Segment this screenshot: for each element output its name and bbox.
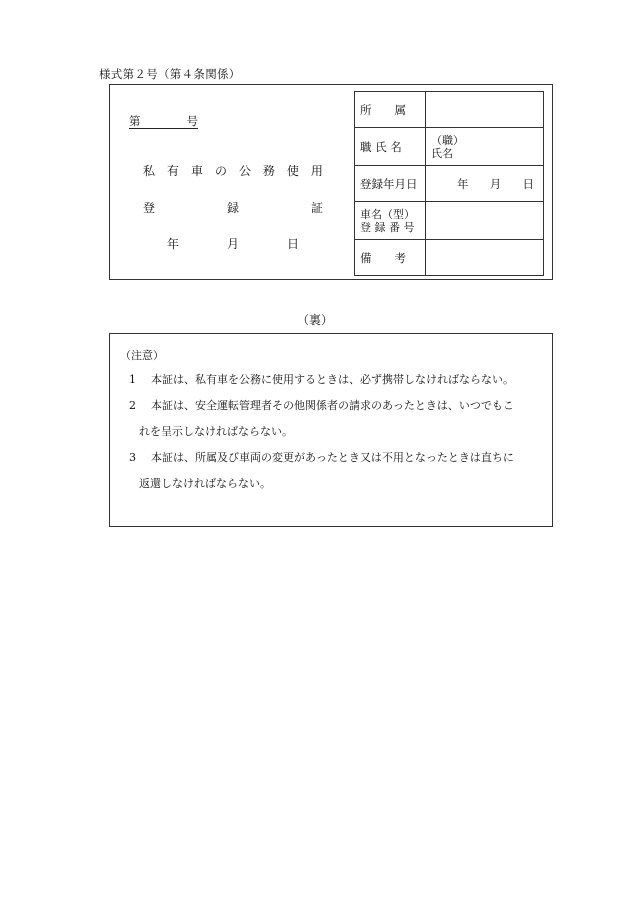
reg-day: 日 <box>522 176 534 191</box>
registration-certificate-back <box>109 333 553 527</box>
note-number: 1 <box>129 373 136 386</box>
remarks-label: 備 考 <box>355 240 426 276</box>
note-number: 3 <box>129 451 136 464</box>
position-hint: （職） <box>431 133 464 147</box>
name-value[interactable] <box>426 128 544 166</box>
certificate-number-field <box>129 113 198 129</box>
title-char: 録 <box>226 201 239 215</box>
note-text: 本証は、安全運転管理者その他関係者の請求のあったときは、いつでもこ <box>151 399 514 412</box>
reg-month: 月 <box>489 176 502 191</box>
note-text: 本証は、所属及び車両の変更があったとき又は不用となったときは直ちに <box>151 451 514 464</box>
notes-title: （注意） <box>120 349 164 362</box>
date-day: 日 <box>286 237 299 251</box>
form-number-label: 様式第２号（第４条関係） <box>99 67 241 81</box>
certificate-title-line-1 <box>143 162 323 179</box>
table-row <box>355 240 544 276</box>
vehicle-label <box>355 202 426 240</box>
back-side-label: （裏） <box>296 313 333 327</box>
note-item <box>129 393 549 445</box>
title-char: 公 <box>238 164 251 178</box>
title-char: 証 <box>310 201 323 215</box>
certificate-title-line-2 <box>143 199 323 216</box>
table-row <box>355 92 544 128</box>
registration-date-label: 登録年月日 <box>355 166 426 202</box>
table-row <box>355 128 544 166</box>
date-month: 月 <box>226 237 239 251</box>
note-number: 2 <box>129 399 136 412</box>
note-item <box>129 367 549 393</box>
number-suffix: 号 <box>186 114 198 128</box>
title-char: 登 <box>143 201 156 215</box>
affiliation-label: 所 属 <box>355 92 426 128</box>
issue-date-field <box>167 235 299 252</box>
title-char: 務 <box>262 164 275 178</box>
remarks-value[interactable] <box>426 240 544 276</box>
affiliation-value[interactable] <box>426 92 544 128</box>
title-char: 用 <box>310 164 323 178</box>
vehicle-model-label: 車名（型） <box>360 207 415 221</box>
registration-info-table <box>354 91 544 276</box>
title-char: 車 <box>190 164 203 178</box>
note-text-continued: れを呈示しなければならない。 <box>139 425 293 438</box>
registration-date-value[interactable] <box>426 166 544 202</box>
table-row <box>355 202 544 240</box>
note-text-continued: 返還しなければならない。 <box>139 477 271 490</box>
vehicle-value[interactable] <box>426 202 544 240</box>
number-prefix: 第 <box>129 114 141 128</box>
note-text: 本証は、私有車を公務に使用するときは、必ず携帯しなければならない。 <box>151 373 514 386</box>
date-year: 年 <box>167 237 180 251</box>
name-label: 職 氏 名 <box>355 128 426 166</box>
title-char: 有 <box>166 164 179 178</box>
title-char: の <box>214 164 227 178</box>
table-row <box>355 166 544 202</box>
title-char: 使 <box>286 164 299 178</box>
reg-year: 年 <box>457 176 469 191</box>
name-hint: 氏名 <box>431 146 453 160</box>
registration-number-label: 登 録 番 号 <box>360 220 415 234</box>
note-item <box>129 445 549 497</box>
title-char: 私 <box>143 164 156 178</box>
